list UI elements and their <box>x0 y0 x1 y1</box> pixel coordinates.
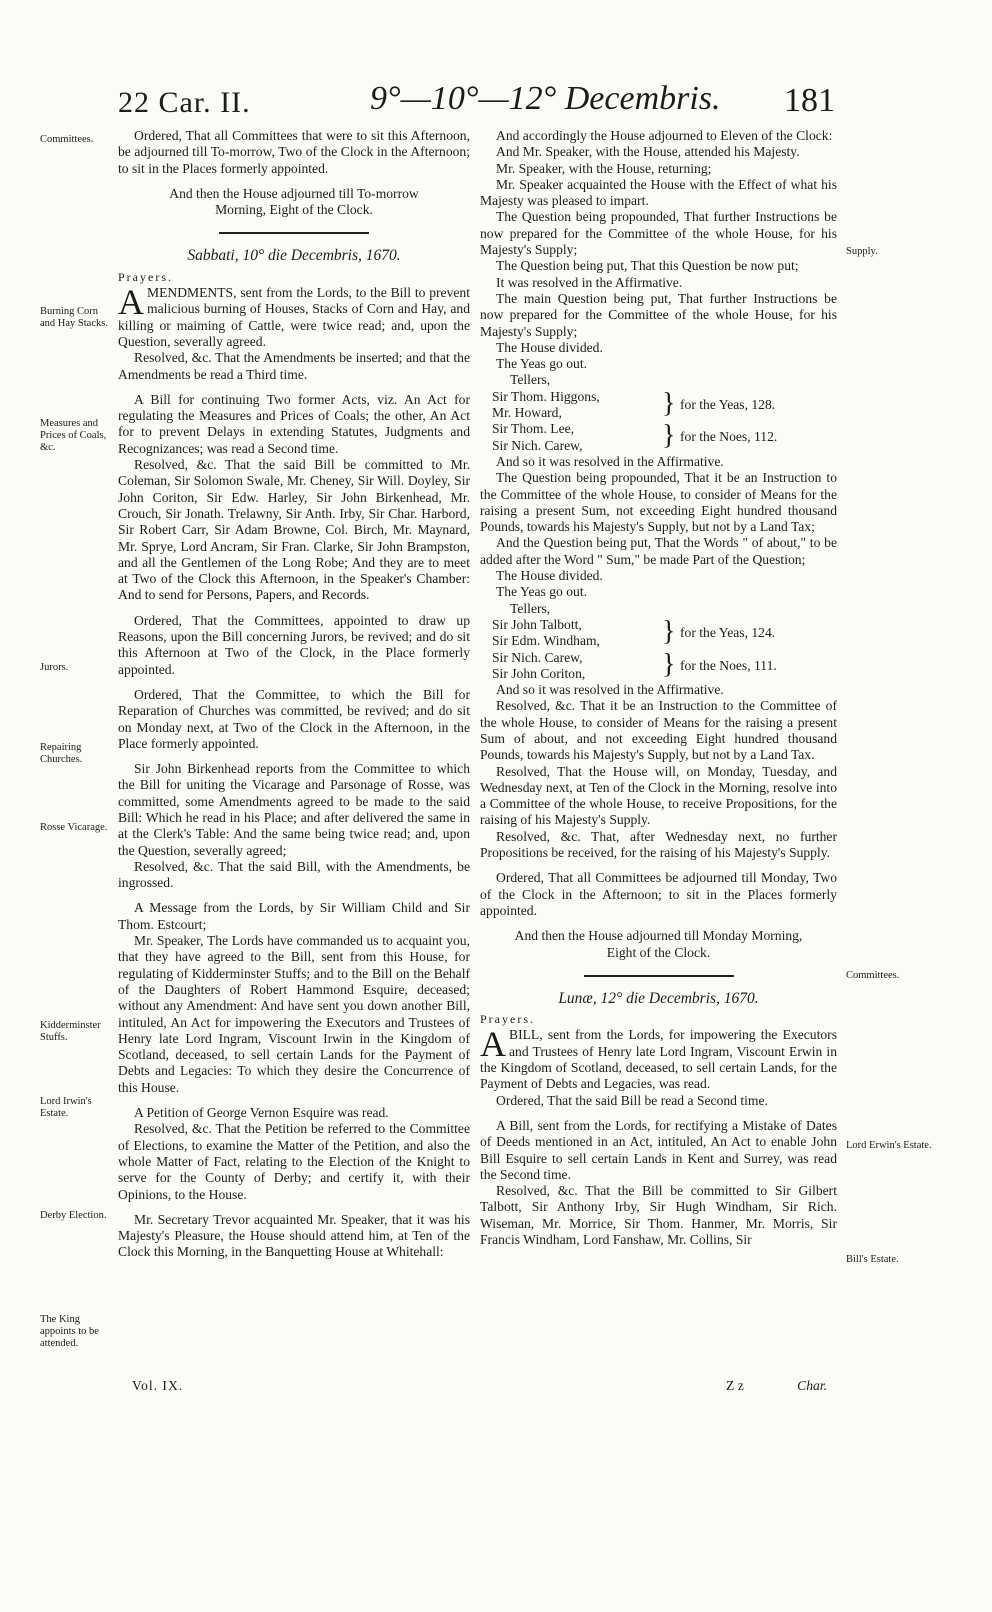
margin-note: Supply. <box>846 246 878 257</box>
paragraph: Resolved, &c. That it be an Instruction to the Committee of the whole House, to consider of Means for the raising a present Sum of about, and not exceeding Eight hundred thousand Pounds, towards his Majesty's Supply, but not by a Land Tax. <box>480 698 837 763</box>
paragraph: And then the House adjourned till Monday Morning, Eight of the Clock. <box>514 928 803 960</box>
page-number: 181 <box>784 82 835 119</box>
teller-name: Mr. Howard, <box>492 405 562 421</box>
page-footer <box>726 1378 827 1394</box>
paragraph: Ordered, That the said Bill be read a Second time. <box>496 1092 768 1108</box>
margin-note: The King appoints to be attended. <box>40 1314 99 1349</box>
right-column <box>480 128 837 1248</box>
paragraph: Mr. Secretary Trevor acquainted Mr. Speaker, that it was his Majesty's Pleasure, the House should attend him, at Ten of the Clock this Morning, in the Banquetting House at Whitehall: <box>118 1211 470 1260</box>
division-result: for the Noes, 111. <box>680 657 777 673</box>
paragraph: Ordered, That the Committees, appointed to draw up Reasons, upon the Bill concerning Jurors, be revived; and do sit this Afternoon at Two of the Clock, in the Place formerly appointed. <box>118 612 470 677</box>
margin-note: Derby Election. <box>40 1210 107 1221</box>
paragraph: And so it was resolved in the Affirmative. <box>496 453 724 469</box>
tellers-block <box>480 617 837 650</box>
paragraph: Resolved, &c. That the Amendments be inserted; and that the Amendments be read a Third time. <box>118 350 470 382</box>
margin-note: Kidderminster Stuffs. <box>40 1020 101 1043</box>
paragraph: Ordered, That all Committees be adjourned till Monday, Two of the Clock in the Afternoon; to sit in the Places formerly appointed. <box>480 870 837 918</box>
paragraph: Mr. Speaker, with the House, returning; <box>496 160 712 176</box>
teller-name: Sir John Coriton, <box>492 665 586 681</box>
paragraph: BILL, sent from the Lords, for impowering the Executors and Trustees of Henry late Lord Ingram, Viscount Erwin in the Kingdom of Scotland, deceased, to sell certain Lands, for the Payment of Debts and Legacies, was read. <box>480 1027 837 1092</box>
margin-note: Committees. <box>846 970 900 981</box>
teller-name: Sir Nich. Carew, <box>492 437 583 453</box>
brace: } <box>662 648 676 680</box>
paragraph: And Mr. Speaker, with the House, attended his Majesty. <box>496 144 800 160</box>
paragraph: Resolved, That the House will, on Monday, Tuesday, and Wednesday next, at Ten of the Clock in the Morning, resolve into a Committee of the whole House, to receive Propositions, for the raising of his Majesty's Supply. <box>480 763 837 828</box>
catchword: Char. <box>797 1378 827 1393</box>
teller-name: Sir Edm. Windham, <box>492 633 600 649</box>
teller-name: Sir John Talbott, <box>492 616 582 632</box>
volume-number: Vol. IX. <box>132 1378 184 1393</box>
paragraph: And the Question being put, That the Words " of about," to be added after the Word " Sum," be made Part of the Question; <box>480 535 837 567</box>
paragraph: MENDMENTS, sent from the Lords, to the Bill to prevent malicious burning of Houses, Stacks of Corn and Hay, and killing or maiming of Cattle, were twice read; and, upon the Question, severally agreed. <box>118 285 470 349</box>
paragraph: A Petition of George Vernon Esquire was read. <box>134 1105 389 1121</box>
drop-cap: A <box>480 1024 506 1065</box>
margin-note: Rosse Vicarage. <box>40 822 108 833</box>
tellers-block <box>480 389 837 422</box>
teller-name: Sir Thom. Lee, <box>492 421 575 437</box>
paragraph: Ordered, That the Committee, to which the Bill for Reparation of Churches was committed, be revived; and do sit on Monday next, at Two of the Clock in the Afternoon, in the Place formerly appointed. <box>118 686 470 751</box>
paragraph: The House divided. <box>496 568 603 584</box>
margin-note: Repairing Churches. <box>40 742 83 765</box>
paragraph: The Question being put, That this Question be now put; <box>496 258 799 274</box>
header-reign: 22 Car. II. <box>118 86 251 119</box>
paragraph: And then the House adjourned till To-morrow Morning, Eight of the Clock. <box>169 185 419 218</box>
margin-note: Jurors. <box>40 662 69 673</box>
brace: } <box>662 387 676 419</box>
prayers-label: Prayers. <box>118 269 173 284</box>
prayers-label: Prayers. <box>480 1012 535 1027</box>
tellers-block <box>480 421 837 454</box>
division-result: for the Noes, 112. <box>680 429 778 445</box>
paragraph: Resolved, &c. That the Bill be committed to Sir Gilbert Talbott, Sir Anthony Irby, Sir Hugh Windham, Sir Rich. Wiseman, Mr. Morrice, Sir Thom. Hanmer, Mr. Morris, Sir Francis Windham, Lord Fanshaw, Mr. Collins, Sir <box>480 1183 837 1247</box>
paragraph: And so it was resolved in the Affirmative. <box>496 682 724 698</box>
paragraph: And accordingly the House adjourned to Eleven of the Clock: <box>496 128 833 143</box>
tellers-label: Tellers, <box>510 372 551 388</box>
page-header <box>0 70 992 120</box>
paragraph: Resolved, &c. That the said Bill be committed to Mr. Coleman, Sir Solomon Swale, Mr. Cheney, Sir Will. Doyley, Sir John Coriton, Sir Edw. Harley, Sir John Birkenhead, Mr. Crouch, Sir Jonath. Trelawny, Sir Anth. Irby, Sir Char. Harbord, Sir Robert Carr, Sir Adam Browne, Col. Birch, Mr. Maynard, Mr. Sprye, Lord Ancram, Sir Fran. Clarke, Sir John Brampston, and all the Gentlemen of the Long Robe; And they are to meet at Two of the Clock this Afternoon, in the Speaker's Chamber: And to send for Persons, Papers, and Records. <box>118 457 470 603</box>
paragraph: Mr. Speaker, The Lords have commanded us to acquaint you, that they have agreed to the Bill, sent from this House, for regulating of Kidderminster Stuffs; and to the Bill on the Behalf of the Daughters of Robert Hammond Esquire, deceased; without any Amendment: And have sent you down another Bill, intituled, An Act for impowering the Executors and Trustees of Henry late Lord Ingram, Viscount Irwin in the Kingdom of Scotland, deceased, to sell certain Lands for the Payment of Debts and Legacies: To which they desire the Concurrence of this House. <box>118 933 470 1095</box>
section-rule <box>219 232 369 234</box>
margin-note: Lord Erwin's Estate. <box>846 1140 932 1151</box>
paragraph: The Yeas go out. <box>496 356 588 372</box>
paragraph: The Question being propounded, That it be an Instruction to the Committee of the whole House, to consider of Means for the raising a present Sum, not exceeding Eight hundred thousand Pounds, towards his Majesty's Supply, but not by a Land Tax; <box>480 470 837 535</box>
margin-note: Lord Irwin's Estate. <box>40 1096 92 1119</box>
section-rule <box>584 975 734 977</box>
drop-cap: A <box>118 282 144 323</box>
paragraph: It was resolved in the Affirmative. <box>496 274 683 290</box>
brace: } <box>662 420 676 452</box>
date-heading: Lunæ, 12° die Decembris, 1670. <box>558 989 759 1007</box>
paragraph: A Bill, sent from the Lords, for rectifying a Mistake of Dates of Deeds mentioned in an Act, intituled, An Act to enable John Bill Esquire to sell certain Lands in Kent and Surrey, was read the Second time. <box>480 1117 837 1182</box>
margin-note: Committees. <box>40 134 94 145</box>
paragraph: The House divided. <box>496 339 603 355</box>
margin-note: Bill's Estate. <box>846 1254 899 1265</box>
paragraph: Resolved, &c. That the said Bill, with the Amendments, be ingrossed. <box>118 858 470 891</box>
left-column <box>118 128 470 1261</box>
division-result: for the Yeas, 124. <box>680 624 776 640</box>
margin-note: Burning Corn and Hay Stacks. <box>40 306 108 329</box>
header-dates: 9°—10°—12° Decembris. <box>370 80 721 117</box>
tellers-label: Tellers, <box>510 600 551 616</box>
paragraph: The Question being propounded, That further Instructions be now prepared for the Committee of the whole House, for his Majesty's Supply; <box>480 209 837 258</box>
date-heading: Sabbati, 10° die Decembris, 1670. <box>187 247 401 265</box>
paragraph: The main Question being put, That further Instructions be now prepared for the Committee of the whole House, for his Majesty's Supply; <box>480 290 837 339</box>
paragraph: Mr. Speaker acquainted the House with the Effect of what his Majesty was pleased to impart. <box>480 176 837 209</box>
paragraph: A Bill for continuing Two former Acts, viz. An Act for regulating the Measures and Prices of Coals; the other, An Act for to prevent Delays in extending Statutes, Judgments and Recognizances; was read a Second time. <box>118 391 470 456</box>
paragraph: Resolved, &c. That, after Wednesday next, no further Propositions be received, for the raising of his Majesty's Supply. <box>480 828 837 861</box>
brace: } <box>662 615 676 647</box>
margin-note: Measures and Prices of Coals, &c. <box>40 418 107 453</box>
tellers-block <box>480 650 837 683</box>
paragraph: A Message from the Lords, by Sir William Child and Sir Thom. Estcourt; <box>118 900 470 932</box>
teller-name: Sir Nich. Carew, <box>492 649 583 665</box>
signature-mark: Z z <box>726 1378 744 1393</box>
division-result: for the Yeas, 128. <box>680 396 776 412</box>
teller-name: Sir Thom. Higgons, <box>492 388 600 404</box>
paragraph: Resolved, &c. That the Petition be referred to the Committee of Elections, to examine the Matter of the Petition, and also the whole Matter of Fact, relating to the Election of the Knight to serve for the County of Derby; and certify it, with their Opinions, to the House. <box>118 1121 470 1202</box>
paragraph: The Yeas go out. <box>496 584 588 600</box>
paragraph: Sir John Birkenhead reports from the Committee to which the Bill for uniting the Vicarage and Parsonage of Rosse, was committed, some Amendments agreed to be made to the said Bill: Which he read in his Place; and after delivered the same in at the Clerk's Table: And the same being twice read; and, upon the Question, severally agreed; <box>118 761 470 858</box>
paragraph: Ordered, That all Committees that were to sit this Afternoon, be adjourned till To-morrow, Two of the Clock in the Afternoon; to sit in the Places formerly appointed. <box>118 128 470 176</box>
